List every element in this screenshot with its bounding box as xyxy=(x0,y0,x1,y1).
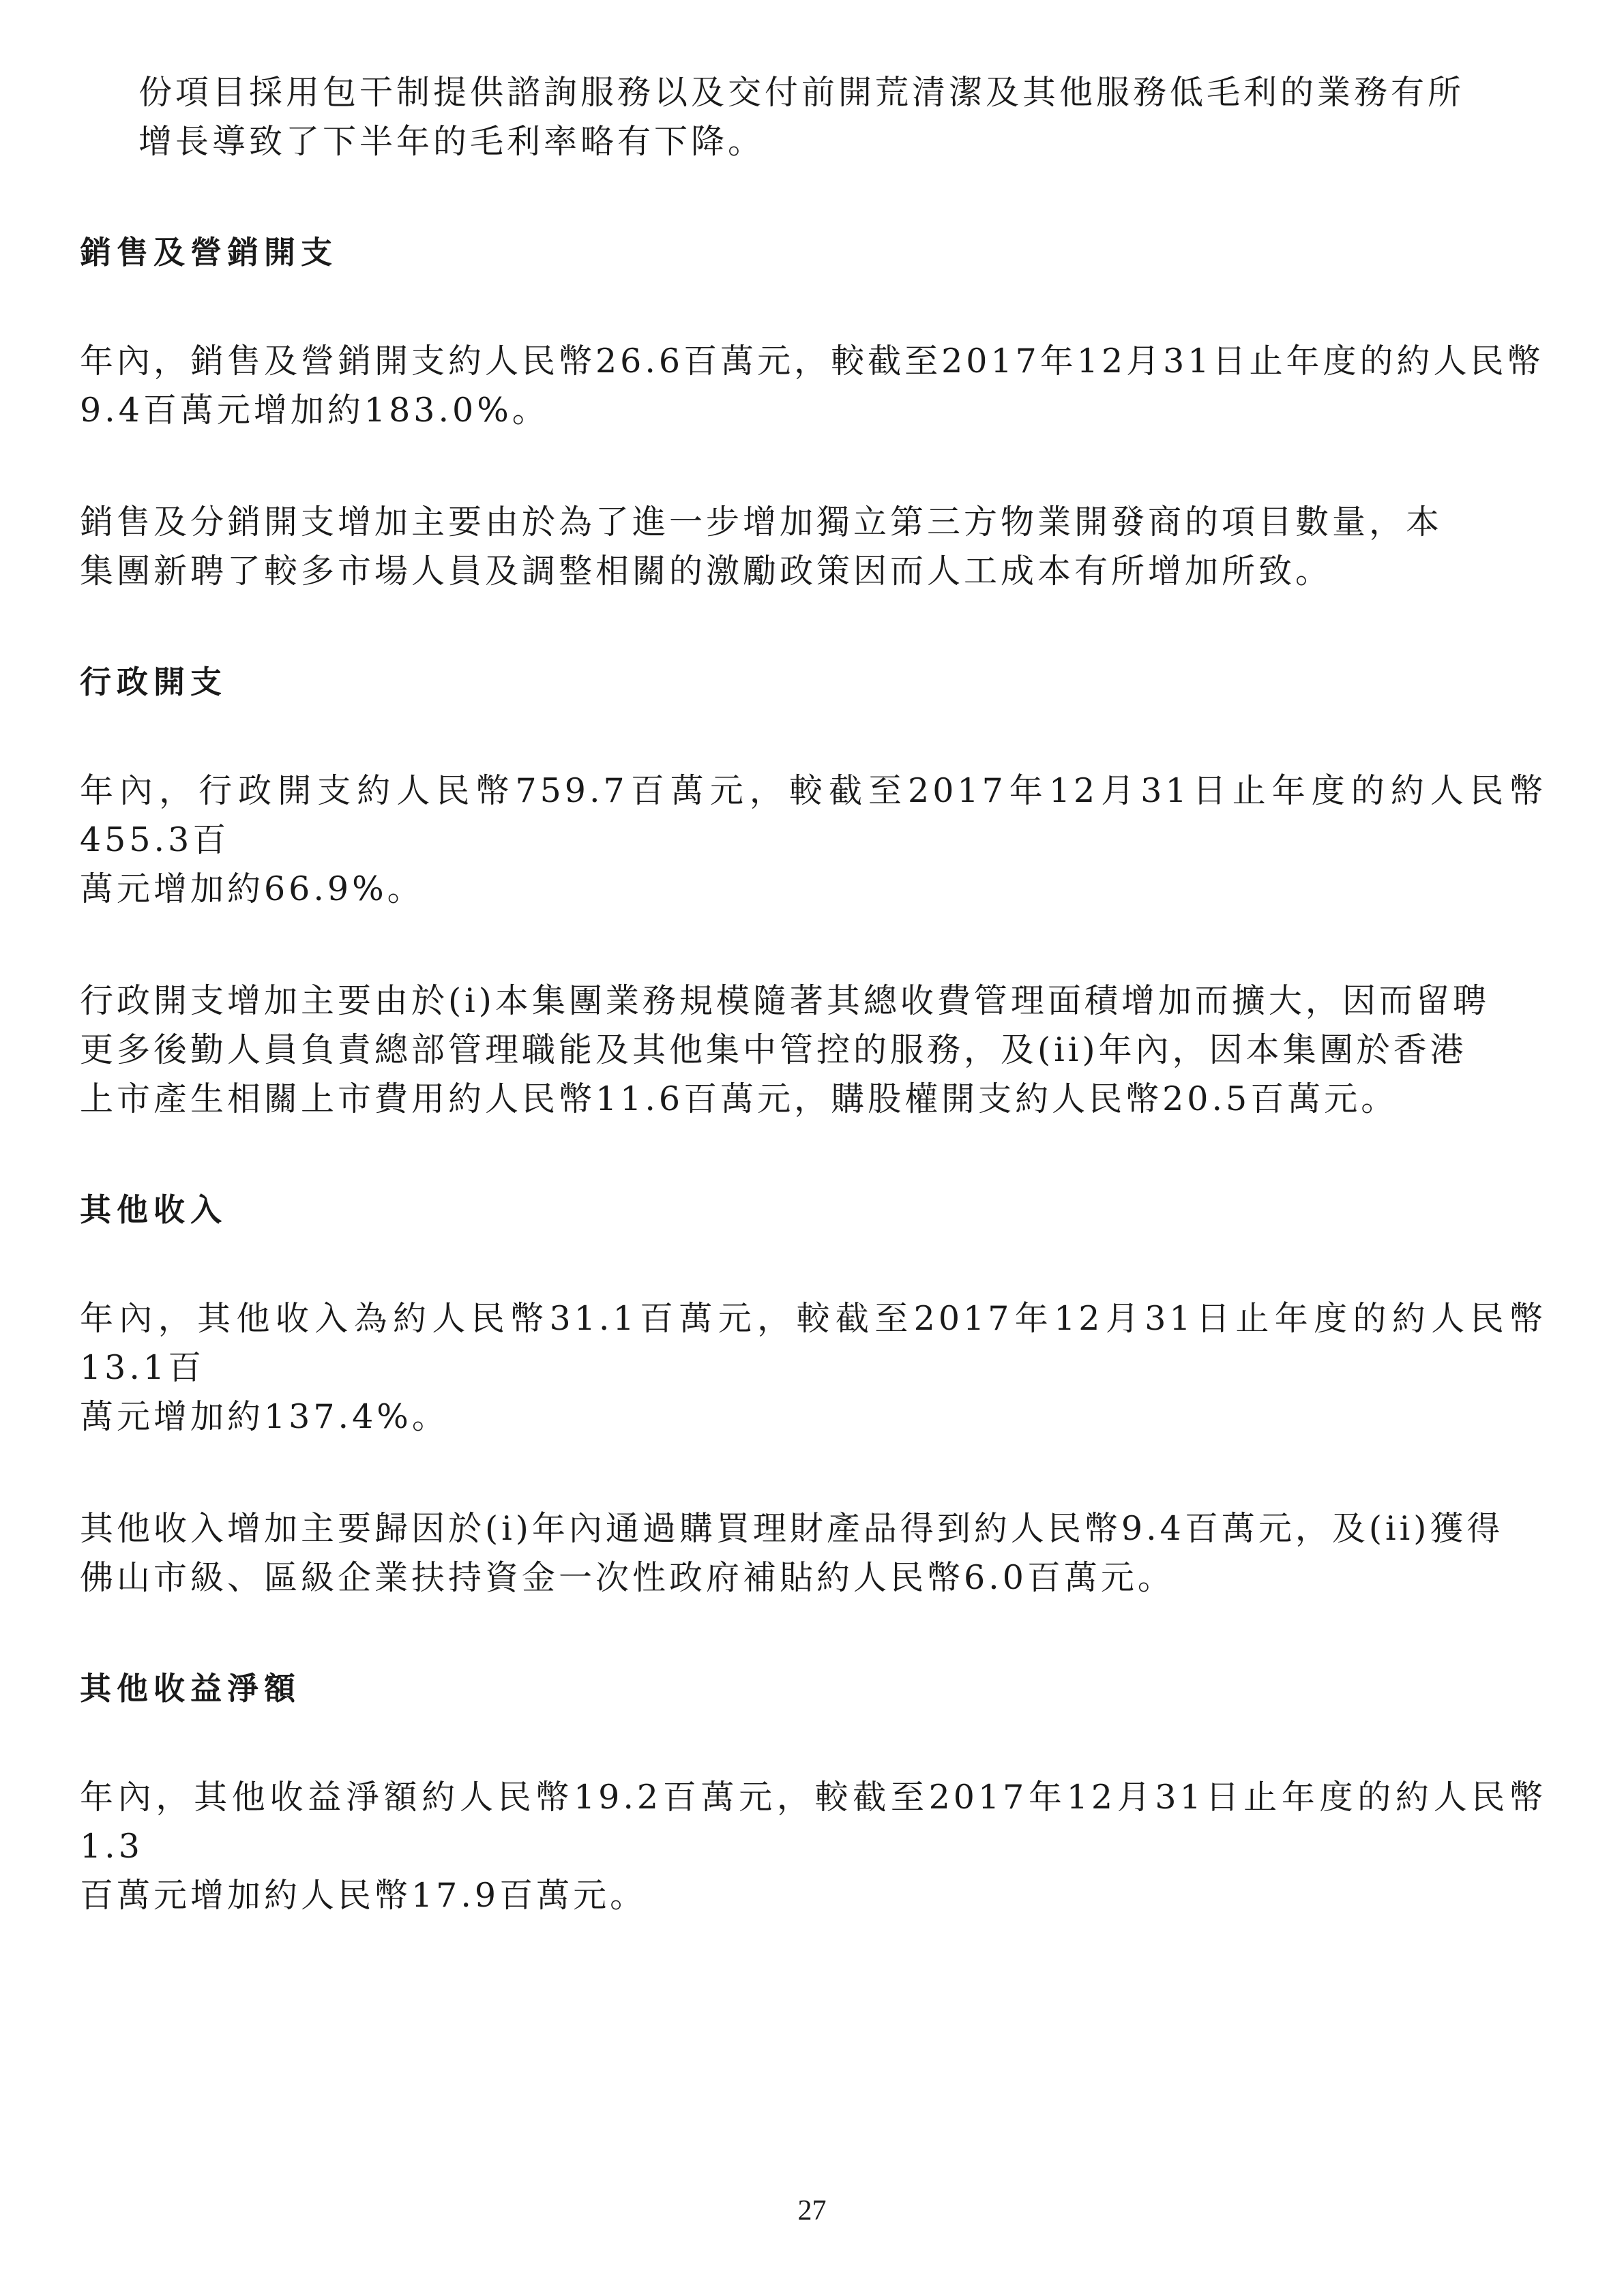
section-heading-other-gains: 其他收益淨額 xyxy=(80,1670,301,1707)
other-income-paragraph-1: 年內，其他收入為約人民幣31.1百萬元，較截至2017年12月31日止年度的約人民幣13.1百 萬元增加約137.4%。 xyxy=(80,1299,1546,1436)
other-gains-paragraph-1: 年內，其他收益淨額約人民幣19.2百萬元，較截至2017年12月31日止年度的約人民幣1.3 百萬元增加約人民幣17.9百萬元。 xyxy=(80,1778,1546,1915)
admin-expenses-paragraph-2: 行政開支增加主要由於(i)本集團業務規模隨著其總收費管理面積增加而擴大，因而留聘 更多後勤人員負責總部管理職能及其他集中管控的服務，及(ii)年內，因本集團於香港 上市產生相關上市費用約人民幣11.6百萬元，購股權開支約人民幣20.5百萬元。 xyxy=(80,981,1490,1118)
section-heading-other-income: 其他收入 xyxy=(80,1191,227,1228)
section-heading-selling-expenses: 銷售及營銷開支 xyxy=(80,234,338,271)
other-income-paragraph-2: 其他收入增加主要歸因於(i)年內通過購買理財產品得到約人民幣9.4百萬元，及(ii)獲得 佛山市級、區級企業扶持資金一次性政府補貼約人民幣6.0百萬元。 xyxy=(80,1509,1504,1597)
selling-expenses-paragraph-2: 銷售及分銷開支增加主要由於為了進一步增加獨立第三方物業開發商的項目數量，本 集團新聘了較多市場人員及調整相關的激勵政策因而人工成本有所增加所致。 xyxy=(80,503,1443,591)
selling-expenses-paragraph-1: 年內，銷售及營銷開支約人民幣26.6百萬元，較截至2017年12月31日止年度的約人民幣 9.4百萬元增加約183.0%。 xyxy=(80,342,1544,430)
section-heading-admin-expenses: 行政開支 xyxy=(80,664,227,700)
page-number: 27 xyxy=(797,2195,827,2226)
intro-paragraph: 份項目採用包干制提供諮詢服務以及交付前開荒清潔及其他服務低毛利的業務有所 增長導致了下半年的毛利率略有下降。 xyxy=(138,73,1465,161)
document-page xyxy=(80,68,1546,1920)
admin-expenses-paragraph-1: 年內，行政開支約人民幣759.7百萬元，較截至2017年12月31日止年度的約人民幣455.3百 萬元增加約66.9%。 xyxy=(80,771,1546,908)
